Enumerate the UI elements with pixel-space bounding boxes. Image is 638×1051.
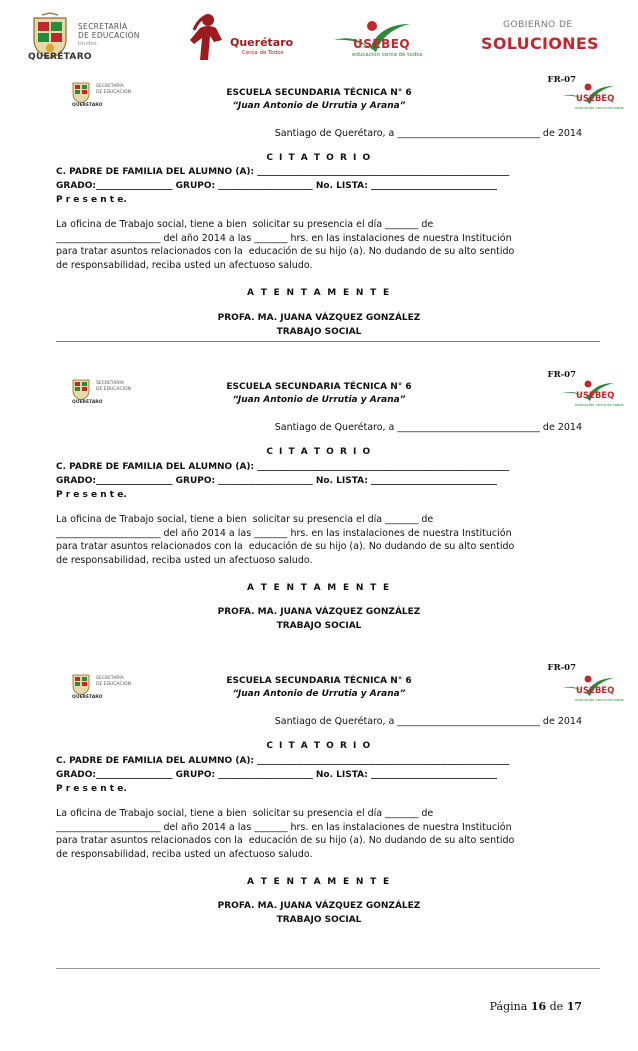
grado-line: GRADO:_________________ GRUPO: _____________________ No. LISTA: ____________________________ xyxy=(56,770,498,780)
school-motto: “Juan Antonio de Urrutia y Arana” xyxy=(232,395,406,405)
presente: P r e s e n t e. xyxy=(56,195,127,205)
body-text xyxy=(56,513,596,567)
small-qro: QUERÉTARO xyxy=(72,695,103,700)
small-qro: QUERÉTARO xyxy=(72,400,103,405)
school-motto: “Juan Antonio de Urrutia y Arana” xyxy=(232,689,406,699)
form-code: FR-07 xyxy=(547,370,576,380)
small-sec-line1: SECRETARÍA xyxy=(96,84,124,89)
citatorio-title: C I T A T O R I O xyxy=(266,153,372,163)
parent-line: C. PADRE DE FAMILIA DEL ALUMNO (A): ________________________________________________________ xyxy=(56,756,510,766)
small-qro: QUERÉTARO xyxy=(72,103,103,108)
page-of: de xyxy=(549,1000,564,1013)
date-line: Santiago de Querétaro, a ______________________________ de 2014 xyxy=(274,128,582,139)
footer-rule xyxy=(56,968,600,969)
page-number xyxy=(490,1000,582,1013)
citatorio-block-1 xyxy=(0,70,638,360)
signer-name: PROFA. MA. JUANA VÁZQUEZ GONZÁLEZ xyxy=(217,313,421,323)
atentamente: A T E N T A M E N T E xyxy=(247,288,391,298)
citatorio-title: C I T A T O R I O xyxy=(266,447,372,457)
small-usebeq-sub: educación cerca de todos xyxy=(575,105,624,110)
small-usebeq: USEBEQ xyxy=(576,391,615,401)
usebeq-brand: USEBEQ xyxy=(353,37,411,51)
body-line4: de responsabilidad, reciba usted un afectuoso saludo. xyxy=(56,259,313,271)
secretaria-line3: Unidos xyxy=(78,41,97,47)
secretaria-line1: SECRETARÍA xyxy=(78,22,128,31)
form-code: FR-07 xyxy=(547,75,576,85)
page-current: 16 xyxy=(530,1000,547,1013)
citatorio-title: C I T A T O R I O xyxy=(266,741,372,751)
school-name: ESCUELA SECUNDARIA TÉCNICA N° 6 xyxy=(226,382,412,392)
signer-name: PROFA. MA. JUANA VÁZQUEZ GONZÁLEZ xyxy=(217,607,421,617)
atentamente: A T E N T A M E N T E xyxy=(247,877,391,887)
department: TRABAJO SOCIAL xyxy=(276,327,362,337)
small-usebeq: USEBEQ xyxy=(576,94,615,104)
body-line3: para tratar asuntos relacionados con la educación de su hijo (a). No dudando de su alto sentido xyxy=(56,541,515,552)
school-motto: “Juan Antonio de Urrutia y Arana” xyxy=(232,101,406,111)
small-usebeq: USEBEQ xyxy=(576,686,615,696)
citatorio-block-3 xyxy=(0,660,638,950)
body-line2: ______________________ del año 2014 a las _______ hrs. en las instalaciones de nuestra Institución xyxy=(56,527,512,539)
page-word: Página xyxy=(489,1000,528,1013)
small-sec-line2: DE EDUCACIÓN xyxy=(96,681,131,687)
school-name: ESCUELA SECUNDARIA TÉCNICA N° 6 xyxy=(226,676,412,686)
date-line: Santiago de Querétaro, a ______________________________ de 2014 xyxy=(274,422,582,433)
body-line1: La oficina de Trabajo social, tiene a bien solicitar su presencia el día _______ de xyxy=(56,219,434,230)
body-line1: La oficina de Trabajo social, tiene a bien solicitar su presencia el día _______ de xyxy=(56,808,434,819)
body-line3: para tratar asuntos relacionados con la educación de su hijo (a). No dudando de su alto sentido xyxy=(56,246,515,257)
body-line4: de responsabilidad, reciba usted un afectuoso saludo. xyxy=(56,848,313,860)
grado-line: GRADO:_________________ GRUPO: _____________________ No. LISTA: ____________________________ xyxy=(56,181,498,191)
body-line2: ______________________ del año 2014 a las _______ hrs. en las instalaciones de nuestra Institución xyxy=(56,232,512,244)
page-total: 17 xyxy=(566,1000,582,1013)
signer-name: PROFA. MA. JUANA VÁZQUEZ GONZÁLEZ xyxy=(217,901,421,911)
small-usebeq-sub: educación cerca de todos xyxy=(575,697,624,702)
header-logos xyxy=(0,0,638,70)
small-sec-line2: DE EDUCACIÓN xyxy=(96,89,131,95)
soluciones-label: SOLUCIONES xyxy=(481,34,599,53)
parent-line: C. PADRE DE FAMILIA DEL ALUMNO (A): ________________________________________________________ xyxy=(56,167,510,177)
gobierno-label: GOBIERNO DE xyxy=(503,20,573,30)
grado-line: GRADO:_________________ GRUPO: _____________________ No. LISTA: ____________________________ xyxy=(56,476,498,486)
body-line1: La oficina de Trabajo social, tiene a bien solicitar su presencia el día _______ de xyxy=(56,514,434,525)
citatorio-block-2 xyxy=(0,365,638,655)
parent-line: C. PADRE DE FAMILIA DEL ALUMNO (A): ________________________________________________________ xyxy=(56,462,510,472)
secretaria-text xyxy=(28,22,140,62)
queretaro-brand: Querétaro xyxy=(230,36,294,49)
presente: P r e s e n t e. xyxy=(56,784,127,794)
small-sec-line2: DE EDUCACIÓN xyxy=(96,386,131,392)
presente: P r e s e n t e. xyxy=(56,490,127,500)
department: TRABAJO SOCIAL xyxy=(276,621,362,631)
separator-line xyxy=(56,341,600,342)
body-line3: para tratar asuntos relacionados con la educación de su hijo (a). No dudando de su alto sentido xyxy=(56,835,515,846)
atentamente: A T E N T A M E N T E xyxy=(247,583,391,593)
school-name: ESCUELA SECUNDARIA TÉCNICA N° 6 xyxy=(226,88,412,98)
queretaro-label: QUERÉTARO xyxy=(28,52,92,62)
small-sec-line1: SECRETARÍA xyxy=(96,381,124,386)
small-sec-line1: SECRETARÍA xyxy=(96,676,124,681)
body-text xyxy=(56,807,596,861)
body-line2: ______________________ del año 2014 a las _______ hrs. en las instalaciones de nuestra Institución xyxy=(56,821,512,833)
queretaro-sub: Cerca de Todos xyxy=(242,50,284,56)
form-code: FR-07 xyxy=(547,663,576,673)
body-line4: de responsabilidad, reciba usted un afectuoso saludo. xyxy=(56,554,313,566)
department: TRABAJO SOCIAL xyxy=(276,915,362,925)
body-text xyxy=(56,218,596,272)
small-usebeq-sub: educación cerca de todos xyxy=(575,402,624,407)
usebeq-sub: educación cerca de todos xyxy=(352,52,423,58)
secretaria-line2: DE EDUCACIÓN xyxy=(78,31,140,40)
date-line: Santiago de Querétaro, a ______________________________ de 2014 xyxy=(274,716,582,727)
